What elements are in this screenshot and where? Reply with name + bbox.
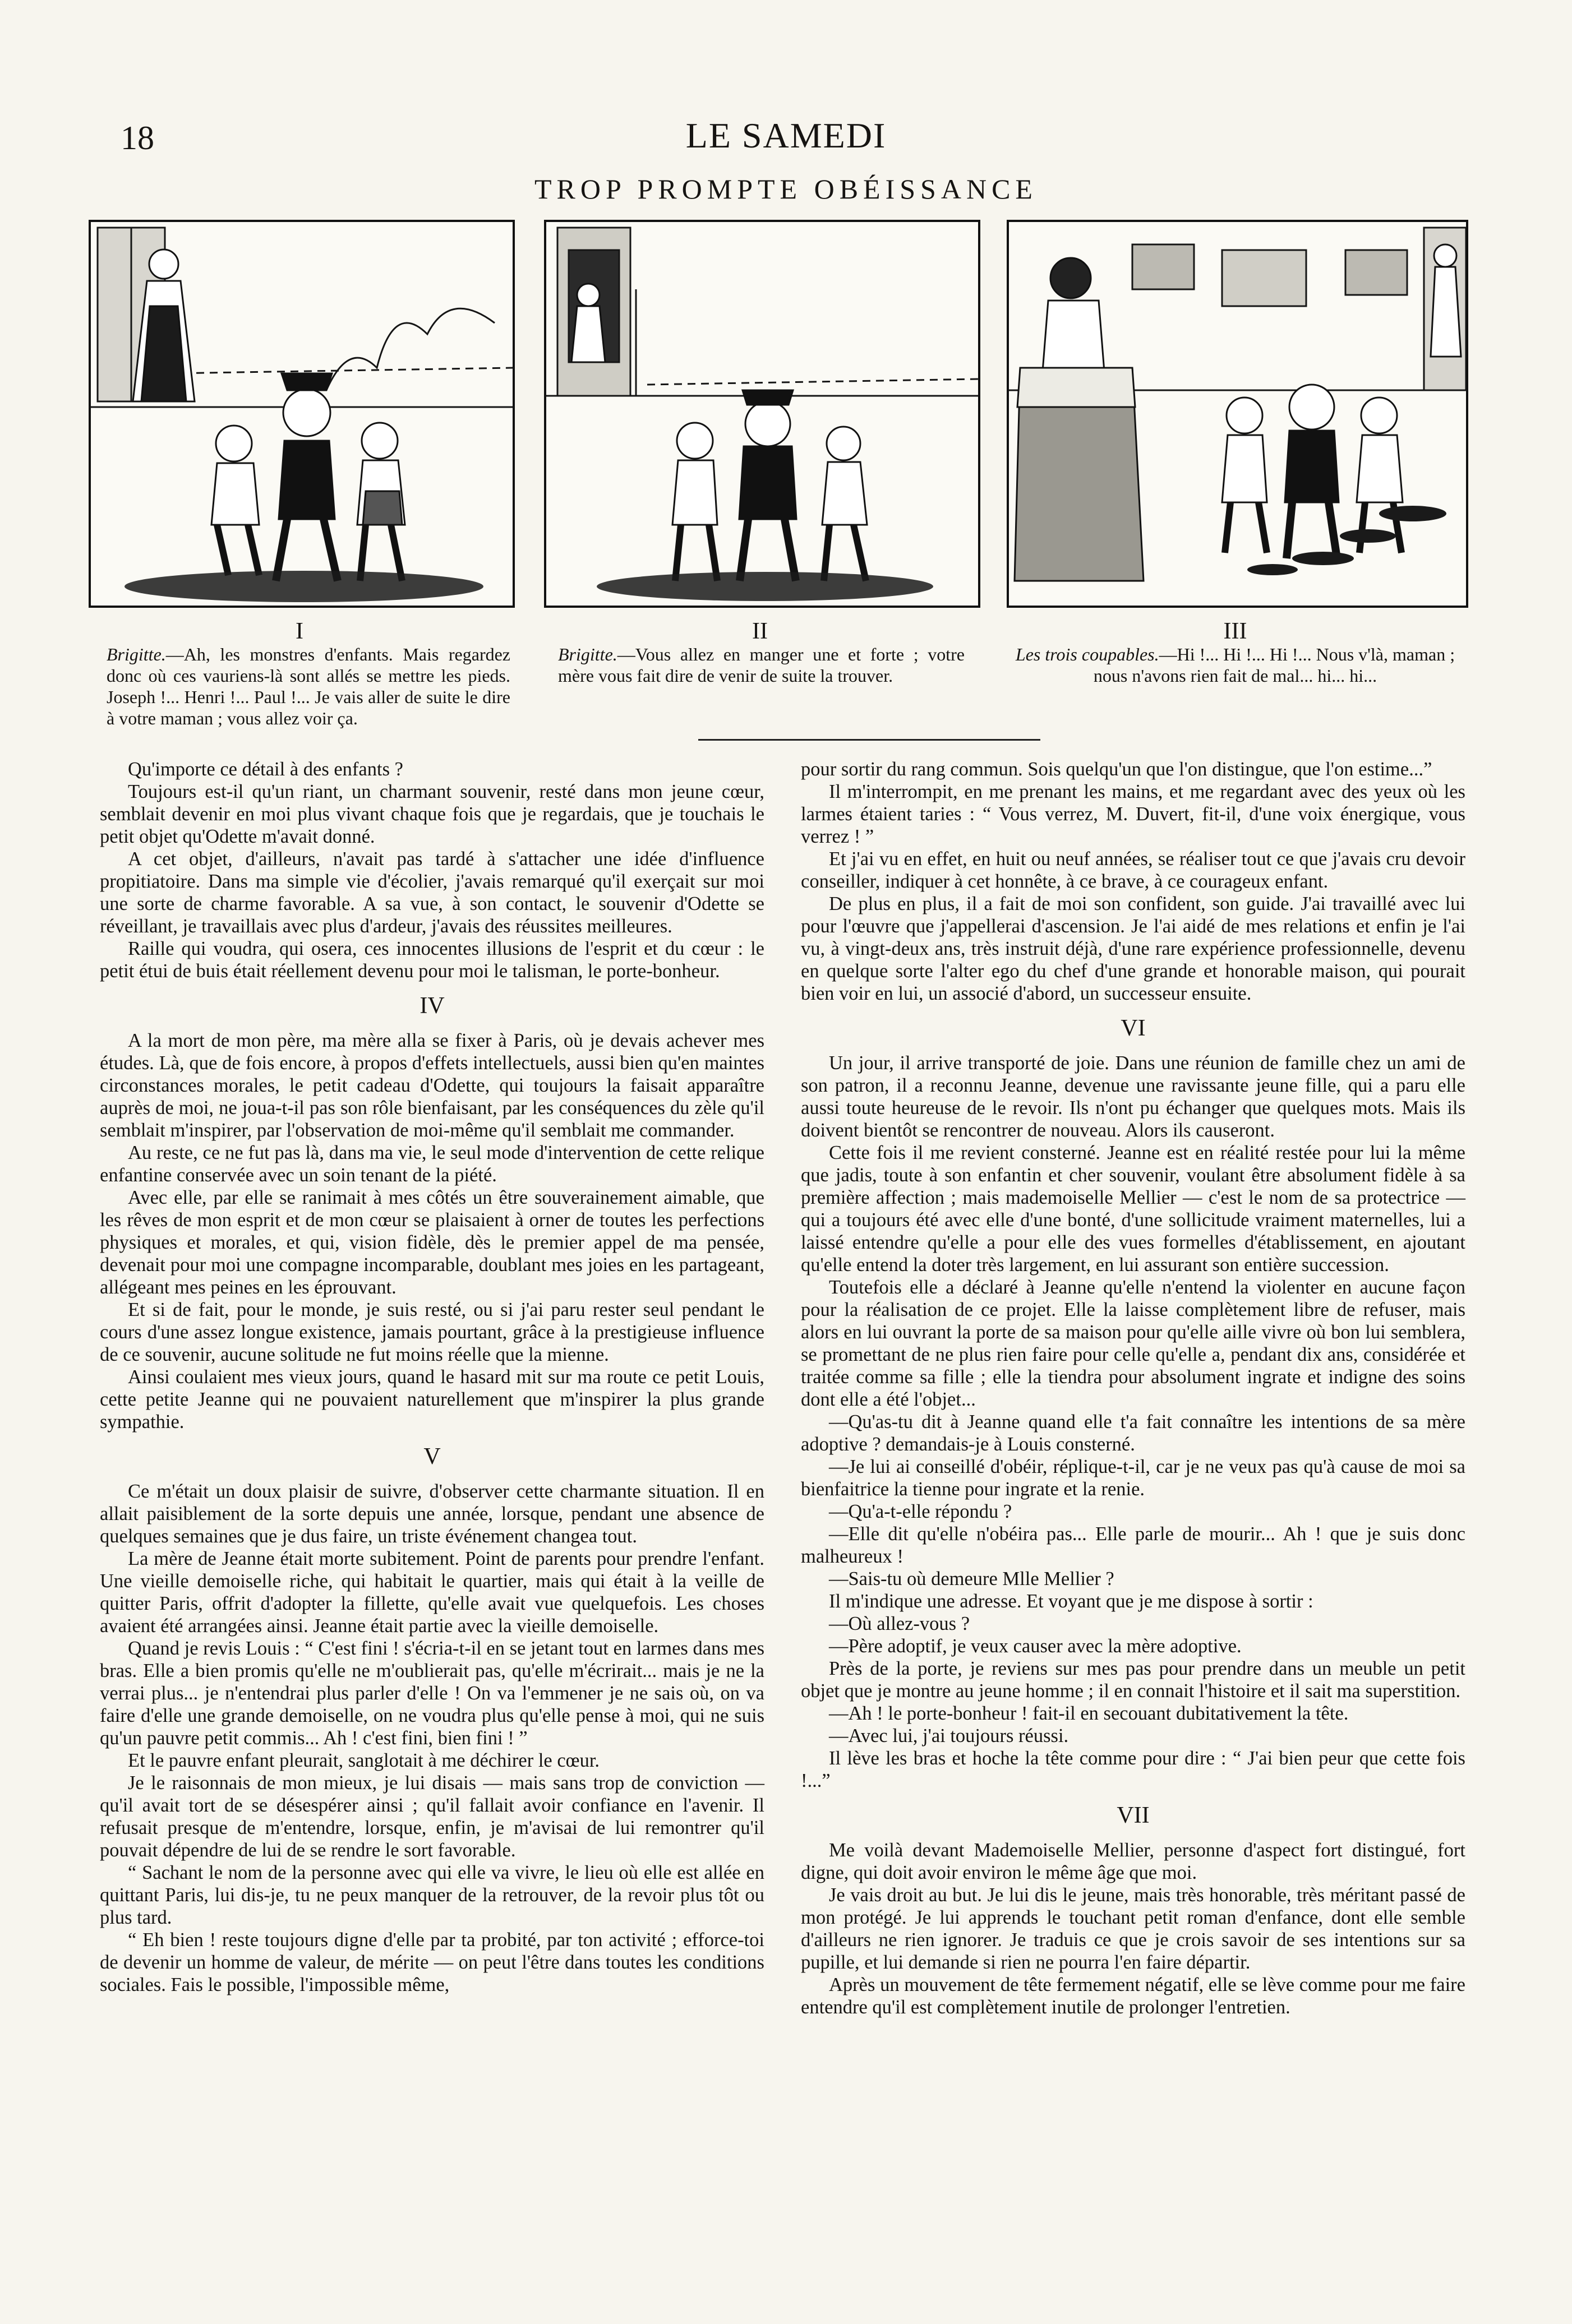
paragraph: Avec elle, par elle se ranimait à mes côtés un être souverainement aimable, que les rêves de mon esprit et de mon cœur se plaisaient à orner de toutes les perfections physiques et morales, et qui, vision fidèle, dès le premier appel de ma pensée, devenait pour moi une compagne incomparable, doublant mes joies en les partageant, allégeant mes peines en les éprouvant. xyxy=(100,1187,764,1298)
paragraph: Et si de fait, pour le monde, je suis resté, ou si j'ai paru rester seul pendant le cours d'une assez longue existence, jamais pourtant, grâce à la prestigieuse influence de ce souvenir, aucune solitude ne fut moins réelle que la mienne. xyxy=(100,1299,764,1365)
paragraph: Il m'indique une adresse. Et voyant que je me dispose à sortir : xyxy=(829,1591,1313,1612)
paragraph: Et le pauvre enfant pleurait, sanglotait à me déchirer le cœur. xyxy=(128,1750,600,1771)
comic-panel-3 xyxy=(1007,220,1468,608)
paragraph: Raille qui voudra, qui osera, ces innocentes illusions de l'esprit et du cœur : le petit étui de buis était réellement devenu pour moi le talisman, le porte-bonheur. xyxy=(100,938,764,982)
paragraph: —Où allez-vous ? xyxy=(829,1613,970,1634)
text-column-right xyxy=(801,758,1465,2018)
paragraph: De plus en plus, il a fait de moi son confident, son guide. J'ai travaillé avec lui pour l'œuvre que j'appellerai d'ascension. Je l'ai aidé de mes relations et enfin je l'ai vu, à vingt-deux ans, très instruit déjà, d'une rare expérience professionnelle, devenu en quelque sorte l'alter ego du chef d'une grande et honorable maison, qui pourait bien voir en lui, un associé d'abord, un successeur ensuite. xyxy=(801,893,1465,1004)
paragraph: Je le raisonnais de mon mieux, je lui disais — mais sans trop de conviction — qu'il avait tort de se désespérer ainsi ; qu'il fallait avoir confiance en l'avenir. Il refusait presque de m'entendre, lorsque, enfin, je m'avisai de lui remontrer qu'il pouvait dépendre de lui de se rendre le sort favorable. xyxy=(100,1772,764,1861)
paragraph: —Qu'as-tu dit à Jeanne quand elle t'a fait connaître les intentions de sa mère adoptive ? demandais-je à Louis consterné. xyxy=(801,1411,1465,1455)
paragraph: Il m'interrompit, en me prenant les mains, et me regardant avec des yeux où les larmes étaient taries : “ Vous verrez, M. Duvert, fit-il, d'une voix énergique, vous verrez ! ” xyxy=(801,781,1465,847)
paragraph: —Elle dit qu'elle n'obéira pas... Elle parle de mourir... Ah ! que je suis donc malheureux ! xyxy=(801,1523,1465,1567)
section-heading: VI xyxy=(1121,1015,1146,1041)
paragraph: Qu'importe ce détail à des enfants ? xyxy=(128,759,403,780)
page-number: 18 xyxy=(121,119,154,156)
section-divider xyxy=(698,739,1040,741)
caption-speaker: Les trois coupables. xyxy=(1015,644,1159,664)
running-head: LE SAMEDI xyxy=(685,115,887,155)
paragraph: A cet objet, d'ailleurs, n'avait pas tardé à s'attacher une idée d'influence propitiatoire. Dans ma simple vie d'écolier, j'avais remarqué qu'il exerçait sur moi une sorte de charme favorable. A sa vue, à son contact, le souvenir d'Odette se réveillant, je travaillais avec plus d'ardeur, j'avais des réussites meilleures. xyxy=(100,848,764,937)
caption-text: —Hi !... Hi !... Hi !... Nous v'là, maman ; nous n'avons rien fait de mal... hi... hi... xyxy=(1093,644,1455,686)
caption-speaker: Brigitte. xyxy=(558,644,617,664)
paragraph: Ce m'était un doux plaisir de suivre, d'observer cette charmante situation. Il en allait paisiblement de la sorte depuis une année, lorsque, pendant une absence de quelques semaines que je dus faire, un triste événement changea tout. xyxy=(100,1481,764,1547)
paragraph: La mère de Jeanne était morte subitement. Point de parents pour prendre l'enfant. Une vieille demoiselle riche, qui habitait le quartier, mais qui était à la veille de quitter Paris, offrit d'adopter la fillette, qu'elle avait vue quelquefois. Les choses avaient été arrangées ainsi. Jeanne était partie avec la vieille demoiselle. xyxy=(100,1548,764,1637)
paragraph: Ainsi coulaient mes vieux jours, quand le hasard mit sur ma route ce petit Louis, cette petite Jeanne qui ne pouvaient naturellement que m'inspirer la plus grande sympathie. xyxy=(100,1366,764,1433)
panel-numeral-2: II xyxy=(752,618,768,644)
panel-caption-3 xyxy=(1009,644,1461,686)
panel-caption-1 xyxy=(107,644,510,729)
comic-illustration-3 xyxy=(1009,222,1466,606)
paragraph: Au reste, ce ne fut pas là, dans ma vie, le seul mode d'intervention de cette relique enfantine conservée avec un soin tenant de la piété. xyxy=(100,1142,764,1186)
paragraph: pour sortir du rang commun. Sois quelqu'un que l'on distingue, que l'on estime...” xyxy=(801,759,1432,780)
caption-text: —Vous allez en manger une et forte ; votre mère vous fait dire de venir de suite la trouver. xyxy=(558,644,965,686)
paragraph: “ Eh bien ! reste toujours digne d'elle par ta probité, par ton activité ; efforce-toi de devenir un homme de valeur, de mérite — on peut l'être dans toutes les conditions sociales. Fais le possible, l'impossible même, xyxy=(100,1929,764,1995)
comic-illustration-2 xyxy=(546,222,978,606)
caption-speaker: Brigitte. xyxy=(107,644,166,664)
panel-numeral-3: III xyxy=(1223,618,1247,644)
comic-panel-2 xyxy=(544,220,980,608)
paragraph: Il lève les bras et hoche la tête comme pour dire : “ J'ai bien peur que cette fois !...” xyxy=(801,1748,1465,1791)
paragraph: —Qu'a-t-elle répondu ? xyxy=(829,1501,1012,1522)
caption-text: —Ah, les monstres d'enfants. Mais regardez donc où ces vauriens-là sont allés se mettre les pieds. Joseph !... Henri !... Paul !... Je vais aller de suite le dire à votre maman ; vous allez voir ça. xyxy=(107,644,510,728)
panel-caption-2 xyxy=(558,644,965,686)
text-column-left xyxy=(100,758,764,1996)
section-heading: VII xyxy=(1117,1803,1150,1828)
paragraph: “ Sachant le nom de la personne avec qui elle va vivre, le lieu où elle est allée en quittant Paris, lui dis-je, tu ne peux manquer de la retrouver, de la revoir plus tôt ou plus tard. xyxy=(100,1862,764,1928)
section-heading: IV xyxy=(419,993,445,1019)
section-heading: V xyxy=(423,1444,441,1470)
paragraph: Après un mouvement de tête fermement négatif, elle se lève comme pour me faire entendre qu'il est complètement inutile de prolonger l'entretien. xyxy=(801,1974,1465,2018)
paragraph: —Sais-tu où demeure Mlle Mellier ? xyxy=(829,1568,1114,1590)
paragraph: —Avec lui, j'ai toujours réussi. xyxy=(829,1725,1069,1747)
paragraph: Je vais droit au but. Je lui dis le jeune, mais très honorable, très méritant passé de mon protégé. Je lui apprends le touchant petit roman d'enfance, dont elle semble d'ailleurs ne rien ignorer. Je traduis ce que je crois savoir de ses intentions sur sa pupille, et lui demande si rien ne pourra l'en faire départir. xyxy=(801,1884,1465,1973)
paragraph: —Je lui ai conseillé d'obéir, réplique-t-il, car je ne veux pas qu'à cause de moi sa bienfaitrice la tienne pour ingrate et la renie. xyxy=(801,1456,1465,1500)
comic-panel-1 xyxy=(89,220,515,608)
paragraph: Près de la porte, je reviens sur mes pas pour prendre dans un meuble un petit objet que je montre au jeune homme ; il en connait l'histoire et il sait ma superstition. xyxy=(801,1658,1465,1702)
paragraph: —Père adoptif, je veux causer avec la mère adoptive. xyxy=(829,1635,1242,1657)
paragraph: A la mort de mon père, ma mère alla se fixer à Paris, où je devais achever mes études. Là, que de fois encore, à propos d'effets intellectuels, aussi bien qu'en maintes circonstances morales, le petit cadeau d'Odette, qui toujours la faisait apparaître auprès de moi, ne joua-t-il pas son rôle bienfaisant, par les conséquences du zèle qu'il semblait m'inspirer, par l'observation de moi-même qu'il semblait me commander. xyxy=(100,1030,764,1141)
paragraph: Toutefois elle a déclaré à Jeanne qu'elle n'entend la violenter en aucune façon pour la réalisation de ce projet. Elle la laisse complètement libre de refuser, mais alors en lui ouvrant la porte de sa maison pour qu'elle aille vivre où bon lui semblera, se promettant de ne plus rien faire pour celle qu'elle a, pendant dix ans, considérée et traitée comme sa fille ; elle la tiendra pour absolument ingrate et indigne des soins dont elle a été l'objet... xyxy=(801,1277,1465,1410)
comic-illustration-1 xyxy=(91,222,513,606)
paragraph: Toujours est-il qu'un riant, un charmant souvenir, resté dans mon jeune cœur, semblait devenir en moi plus vivant chaque fois que je regardais, que je touchais le petit objet qu'Odette m'avait donné. xyxy=(100,781,764,847)
panel-numeral-1: I xyxy=(296,618,303,644)
story-title: TROP PROMPTE OBÉISSANCE xyxy=(534,173,1038,205)
paragraph: Et j'ai vu en effet, en huit ou neuf années, se réaliser tout ce que j'avais cru devoir conseiller, indiquer à cet honnête, à ce brave, à ce courageux enfant. xyxy=(801,848,1465,892)
paragraph: Me voilà devant Mademoiselle Mellier, personne d'aspect fort distingué, fort digne, qui doit avoir environ le même âge que moi. xyxy=(801,1840,1465,1883)
paragraph: Cette fois il me revient consterné. Jeanne est en réalité restée pour lui la même que jadis, toute à son enfantin et cher souvenir, voulant être absolument fidèle à sa première affection ; mais mademoiselle Mellier — c'est le nom de sa protectrice — qui a toujours été avec elle d'une bonté, d'une sollicitude vraiment maternelles, lui a laissé entendre qu'elle a pour elle des vues formelles d'établissement, en ajoutant qu'elle entend la doter très largement, en lui assurant son entière succession. xyxy=(801,1142,1465,1276)
paragraph: Un jour, il arrive transporté de joie. Dans une réunion de famille chez un ami de son patron, il a reconnu Jeanne, devenue une ravissante jeune fille, qui a paru elle aussi toute heureuse de le revoir. Ils n'ont pu échanger que quelques mots. Mais ils doivent bientôt se rencontrer de nouveau. Alors ils causeront. xyxy=(801,1052,1465,1141)
paragraph: —Ah ! le porte-bonheur ! fait-il en secouant dubitativement la tête. xyxy=(829,1703,1349,1724)
paragraph: Quand je revis Louis : “ C'est fini ! s'écria-t-il en se jetant tout en larmes dans mes bras. Elle a bien promis qu'elle ne m'oublierait pas, qu'elle m'écrirait... mais je ne la verrai plus... je n'entendrai plus parler d'elle ! On va l'emmener je ne sais où, on va faire d'elle une grande demoiselle, on ne voudra plus qu'elle pense à moi, qui ne suis qu'un pauvre petit commis... Ah ! c'est fini, bien fini ! ” xyxy=(100,1638,764,1749)
